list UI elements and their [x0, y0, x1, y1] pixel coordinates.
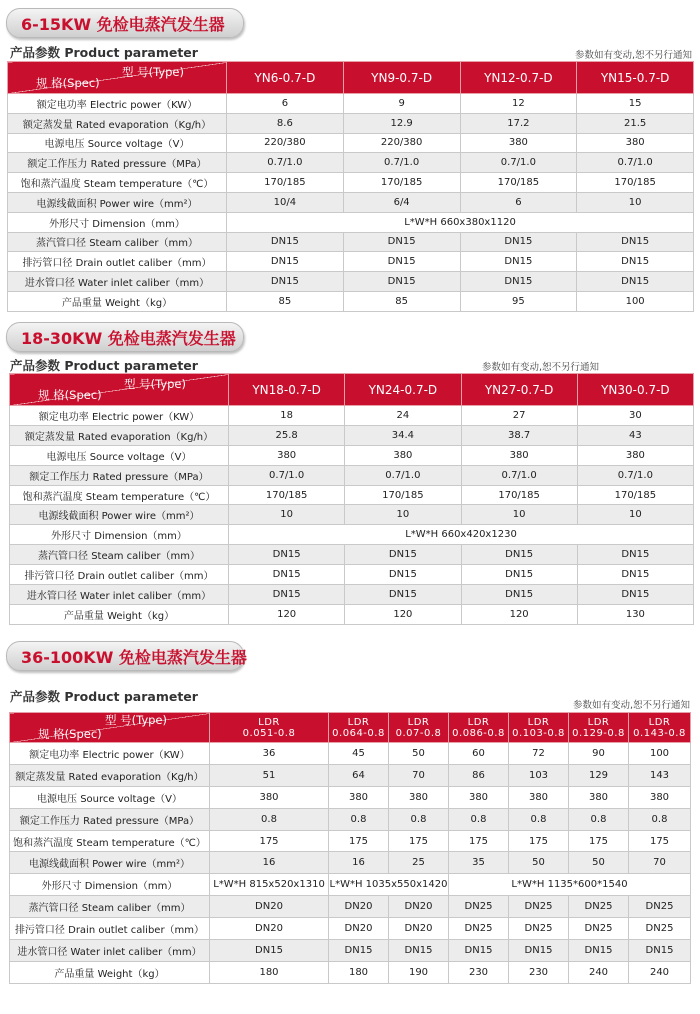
table-cell: 170/185: [460, 173, 577, 193]
table-cell: 240: [569, 961, 629, 983]
table-cell: 25: [389, 852, 449, 874]
model-header: YN27-0.7-D: [461, 374, 577, 406]
spec-table: [7, 61, 694, 312]
table-row: [10, 874, 691, 896]
table-cell: 170/185: [345, 485, 461, 505]
spec-label: 规 格(Spec): [36, 76, 100, 90]
table-row: [10, 808, 691, 830]
row-label: 电源线截面积 Power wire（mm²）: [10, 852, 210, 874]
model-header-line: 0.07-0.8: [395, 727, 442, 739]
table-cell: 170/185: [227, 173, 344, 193]
table-cell: 120: [345, 604, 461, 624]
type-label: 型 号(Type): [121, 65, 184, 79]
model-header-line: LDR: [527, 716, 550, 728]
table-cell: DN15: [577, 565, 693, 585]
table-cell: 10/4: [227, 192, 344, 212]
table-row: [10, 940, 691, 962]
row-label: 外形尺寸 Dimension（mm）: [10, 525, 229, 545]
table-cell: DN15: [577, 545, 693, 565]
model-header-line: 0.129-0.8: [572, 727, 625, 739]
model-header: YN18-0.7-D: [229, 374, 345, 406]
table-cell: DN20: [210, 918, 329, 940]
row-label: 额定电功率 Electric power（KW）: [10, 743, 210, 765]
row-label: 蒸汽管口径 Steam caliber（mm）: [10, 896, 210, 918]
table-cell: DN15: [460, 272, 577, 292]
table-cell: 380: [629, 786, 691, 808]
table-cell: 0.8: [329, 808, 389, 830]
table-cell: 30: [577, 406, 693, 426]
table-cell: DN15: [229, 545, 345, 565]
type-label: 型 号(Type): [104, 713, 167, 727]
table-cell: DN15: [389, 940, 449, 962]
table-cell: 51: [210, 764, 329, 786]
table-cell: 220/380: [343, 133, 460, 153]
table-row: [10, 565, 694, 585]
table-cell: 170/185: [461, 485, 577, 505]
model-header: YN30-0.7-D: [577, 374, 693, 406]
table-cell: DN15: [329, 940, 389, 962]
table-cell: 72: [509, 743, 569, 765]
spec-table: [9, 712, 691, 984]
table-cell: 36: [210, 743, 329, 765]
table-row: [10, 585, 694, 605]
table-row: [10, 485, 694, 505]
table-cell: 0.8: [449, 808, 509, 830]
table-cell: 16: [329, 852, 389, 874]
table-cell: 0.7/1.0: [229, 465, 345, 485]
table-cell: 380: [577, 133, 694, 153]
table-cell: 12.9: [343, 113, 460, 133]
type-spec-corner: [10, 374, 229, 406]
model-header-line: 0.086-0.8: [452, 727, 505, 739]
row-label: 蒸汽管口径 Steam caliber（mm）: [8, 232, 227, 252]
table-row: [8, 252, 694, 272]
table-cell: 90: [569, 743, 629, 765]
banner-title: 18-30KW 免检电蒸汽发生器: [21, 329, 236, 348]
row-label: 外形尺寸 Dimension（mm）: [10, 874, 210, 896]
table-cell: 10: [229, 505, 345, 525]
table-cell: 380: [229, 445, 345, 465]
table-cell: 180: [329, 961, 389, 983]
table-cell: 50: [389, 743, 449, 765]
table-cell: DN15: [577, 272, 694, 292]
table-cell: 0.7/1.0: [461, 465, 577, 485]
row-label: 产品重量 Weight（kg）: [10, 961, 210, 983]
table-cell: DN15: [629, 940, 691, 962]
change-notice: 参数如有变动,恕不另行通知: [572, 700, 690, 711]
table-cell: 0.8: [629, 808, 691, 830]
table-row: [8, 192, 694, 212]
table-cell: 38.7: [461, 425, 577, 445]
table-cell: 12: [460, 94, 577, 114]
row-label: 进水管口径 Water inlet caliber（mm）: [8, 272, 227, 292]
model-header-line: 0.103-0.8: [512, 727, 565, 739]
table-row: [8, 153, 694, 173]
row-label: 额定工作压力 Rated pressure（MPa）: [10, 465, 229, 485]
model-header: [389, 713, 449, 743]
table-cell: 50: [569, 852, 629, 874]
type-label: 型 号(Type): [123, 377, 186, 391]
table-cell: 85: [227, 291, 344, 311]
table-cell: DN15: [343, 272, 460, 292]
table-cell: 380: [460, 133, 577, 153]
table-cell: 175: [449, 830, 509, 852]
table-cell: 10: [577, 505, 693, 525]
table-cell: DN15: [509, 940, 569, 962]
row-label: 额定蒸发量 Rated evaporation（Kg/h）: [10, 425, 229, 445]
table-row: [10, 406, 694, 426]
section-banner: [6, 322, 244, 352]
table-row: [10, 425, 694, 445]
table-cell: 6: [460, 192, 577, 212]
table-cell: 0.8: [509, 808, 569, 830]
table-cell: DN15: [343, 232, 460, 252]
table-cell: 240: [629, 961, 691, 983]
table-cell: 103: [509, 764, 569, 786]
table-cell: 27: [461, 406, 577, 426]
table-cell: 70: [389, 764, 449, 786]
row-label: 饱和蒸汽温度 Steam temperature（℃）: [8, 173, 227, 193]
model-header-line: LDR: [648, 716, 671, 728]
model-header-line: LDR: [407, 716, 430, 728]
table-cell: DN15: [229, 565, 345, 585]
table-cell: 380: [345, 445, 461, 465]
table-cell: 8.6: [227, 113, 344, 133]
table-row: [8, 291, 694, 311]
model-header: [509, 713, 569, 743]
row-label: 产品重量 Weight（kg）: [10, 604, 229, 624]
table-cell: 60: [449, 743, 509, 765]
table-cell: DN25: [509, 918, 569, 940]
table-cell: DN25: [569, 918, 629, 940]
row-label: 排污管口径 Drain outlet caliber（mm）: [8, 252, 227, 272]
table-cell: 6/4: [343, 192, 460, 212]
row-label: 电源电压 Source voltage（V）: [10, 445, 229, 465]
table-row: [8, 113, 694, 133]
table-cell: DN25: [449, 918, 509, 940]
row-label: 额定工作压力 Rated pressure（MPa）: [10, 808, 210, 830]
table-cell: DN15: [227, 252, 344, 272]
table-cell: 9: [343, 94, 460, 114]
header-row: [10, 374, 694, 406]
table-cell: 95: [460, 291, 577, 311]
table-row: [10, 525, 694, 545]
table-cell: 0.7/1.0: [345, 465, 461, 485]
table-cell: DN15: [229, 585, 345, 605]
table-cell: DN15: [345, 545, 461, 565]
model-header-line: LDR: [587, 716, 610, 728]
row-label: 电源电压 Source voltage（V）: [8, 133, 227, 153]
model-header: YN6-0.7-D: [227, 62, 344, 94]
table-cell: DN15: [577, 252, 694, 272]
table-cell: 0.8: [389, 808, 449, 830]
table-cell: 380: [569, 786, 629, 808]
table-cell: 0.7/1.0: [460, 153, 577, 173]
table-cell: 0.7/1.0: [577, 465, 693, 485]
table-cell: DN15: [343, 252, 460, 272]
model-header-line: LDR: [258, 716, 280, 728]
table-cell: DN25: [449, 896, 509, 918]
table-cell: 70: [629, 852, 691, 874]
row-label: 电源电压 Source voltage（V）: [10, 786, 210, 808]
table-cell: 143: [629, 764, 691, 786]
table-cell: 220/380: [227, 133, 344, 153]
table-cell: 64: [329, 764, 389, 786]
table-row: [10, 852, 691, 874]
table-cell: DN20: [329, 896, 389, 918]
model-header-line: 0.143-0.8: [633, 727, 686, 739]
table-cell: 170/185: [577, 485, 693, 505]
table-cell: 130: [577, 604, 693, 624]
table-cell: DN15: [345, 565, 461, 585]
table-cell: 10: [461, 505, 577, 525]
table-cell: DN20: [389, 918, 449, 940]
table-cell: 45: [329, 743, 389, 765]
table-cell: 380: [389, 786, 449, 808]
table-cell: DN20: [329, 918, 389, 940]
table-row: [10, 743, 691, 765]
model-header: [449, 713, 509, 743]
table-cell: 0.7/1.0: [577, 153, 694, 173]
table-cell: 17.2: [460, 113, 577, 133]
table-row: [8, 272, 694, 292]
table-cell: DN15: [577, 232, 694, 252]
table-cell: 380: [329, 786, 389, 808]
table-cell: L*W*H 660x380x1120: [227, 212, 694, 232]
model-header: YN9-0.7-D: [343, 62, 460, 94]
table-cell: 380: [577, 445, 693, 465]
table-cell: 380: [449, 786, 509, 808]
table-cell: DN25: [629, 918, 691, 940]
table-cell: 190: [389, 961, 449, 983]
row-label: 额定工作压力 Rated pressure（MPa）: [8, 153, 227, 173]
table-cell: 180: [210, 961, 329, 983]
table-cell: 10: [577, 192, 694, 212]
table-cell: 25.8: [229, 425, 345, 445]
table-cell: DN15: [461, 545, 577, 565]
table-cell: 43: [577, 425, 693, 445]
table-cell: DN15: [577, 585, 693, 605]
product-parameter-title: 产品参数 Product parameter: [10, 358, 198, 373]
spec-table: [9, 373, 694, 625]
table-cell: 175: [389, 830, 449, 852]
table-cell: 100: [629, 743, 691, 765]
table-cell: 85: [343, 291, 460, 311]
table-cell: 170/185: [229, 485, 345, 505]
table-cell: 230: [449, 961, 509, 983]
table-cell: DN25: [629, 896, 691, 918]
table-row: [10, 505, 694, 525]
table-cell: L*W*H 1035x550x1420: [329, 874, 449, 896]
table-cell: 175: [329, 830, 389, 852]
table-cell: DN20: [210, 896, 329, 918]
table-cell: 170/185: [343, 173, 460, 193]
table-cell: 24: [345, 406, 461, 426]
section-banner: [6, 8, 244, 38]
section-banner: [6, 641, 247, 671]
row-label: 外形尺寸 Dimension（mm）: [8, 212, 227, 232]
table-row: [8, 173, 694, 193]
table-cell: 35: [449, 852, 509, 874]
table-cell: 380: [461, 445, 577, 465]
table-cell: DN15: [227, 232, 344, 252]
model-header: YN24-0.7-D: [345, 374, 461, 406]
row-label: 排污管口径 Drain outlet caliber（mm）: [10, 918, 210, 940]
type-spec-corner: [10, 713, 210, 743]
table-cell: DN15: [227, 272, 344, 292]
table-cell: L*W*H 815x520x1310: [210, 874, 329, 896]
row-label: 产品重量 Weight（kg）: [8, 291, 227, 311]
table-cell: 120: [229, 604, 345, 624]
table-row: [10, 604, 694, 624]
model-header: [210, 713, 329, 743]
table-row: [10, 786, 691, 808]
table-cell: DN15: [460, 232, 577, 252]
table-row: [8, 212, 694, 232]
table-cell: 175: [629, 830, 691, 852]
table-cell: 34.4: [345, 425, 461, 445]
table-cell: 0.7/1.0: [227, 153, 344, 173]
model-header-line: LDR: [467, 716, 490, 728]
table-cell: DN15: [569, 940, 629, 962]
model-header-line: 0.064-0.8: [332, 727, 385, 739]
table-row: [10, 961, 691, 983]
row-label: 额定电功率 Electric power（KW）: [10, 406, 229, 426]
row-label: 进水管口径 Water inlet caliber（mm）: [10, 940, 210, 962]
banner-title: 36-100KW 免检电蒸汽发生器: [21, 648, 247, 667]
table-cell: 0.8: [569, 808, 629, 830]
table-row: [10, 465, 694, 485]
table-cell: L*W*H 1135*600*1540: [449, 874, 691, 896]
table-row: [10, 764, 691, 786]
model-header-line: 0.051-0.8: [242, 727, 296, 739]
table-row: [10, 830, 691, 852]
table-cell: 50: [509, 852, 569, 874]
table-cell: 100: [577, 291, 694, 311]
table-cell: 175: [210, 830, 329, 852]
table-row: [10, 918, 691, 940]
table-cell: 175: [509, 830, 569, 852]
row-label: 电源线截面积 Power wire（mm²）: [8, 192, 227, 212]
table-row: [10, 896, 691, 918]
table-cell: DN15: [345, 585, 461, 605]
row-label: 额定蒸发量 Rated evaporation（Kg/h）: [10, 764, 210, 786]
table-cell: DN25: [569, 896, 629, 918]
model-header: [629, 713, 691, 743]
row-label: 排污管口径 Drain outlet caliber（mm）: [10, 565, 229, 585]
table-cell: DN15: [461, 585, 577, 605]
table-cell: 18: [229, 406, 345, 426]
row-label: 额定蒸发量 Rated evaporation（Kg/h）: [8, 113, 227, 133]
table-cell: 6: [227, 94, 344, 114]
table-cell: 16: [210, 852, 329, 874]
table-row: [10, 545, 694, 565]
table-cell: 10: [345, 505, 461, 525]
table-cell: DN15: [449, 940, 509, 962]
table-cell: 129: [569, 764, 629, 786]
table-cell: 86: [449, 764, 509, 786]
spec-label: 规 格(Spec): [38, 727, 102, 741]
table-cell: DN15: [461, 565, 577, 585]
table-cell: 15: [577, 94, 694, 114]
model-header: [569, 713, 629, 743]
table-row: [8, 232, 694, 252]
table-cell: 230: [509, 961, 569, 983]
change-notice: 参数如有变动,恕不另行通知: [482, 362, 600, 373]
table-cell: L*W*H 660x420x1230: [229, 525, 694, 545]
spec-label: 规 格(Spec): [38, 388, 102, 402]
row-label: 饱和蒸汽温度 Steam temperature（℃）: [10, 485, 229, 505]
row-label: 饱和蒸汽温度 Steam temperature（℃）: [10, 830, 210, 852]
table-cell: 0.7/1.0: [343, 153, 460, 173]
change-notice: 参数如有变动,恕不另行通知: [574, 50, 692, 61]
table-cell: 380: [210, 786, 329, 808]
table-cell: DN15: [460, 252, 577, 272]
table-cell: DN15: [210, 940, 329, 962]
table-cell: 0.8: [210, 808, 329, 830]
header-row: [10, 713, 691, 743]
model-header: YN15-0.7-D: [577, 62, 694, 94]
product-parameter-title: 产品参数 Product parameter: [10, 689, 198, 704]
product-parameter-title: 产品参数 Product parameter: [10, 45, 198, 60]
table-cell: 380: [509, 786, 569, 808]
table-cell: DN25: [509, 896, 569, 918]
type-spec-corner: [8, 62, 227, 94]
table-cell: 21.5: [577, 113, 694, 133]
row-label: 进水管口径 Water inlet caliber（mm）: [10, 585, 229, 605]
table-cell: 175: [569, 830, 629, 852]
row-label: 额定电功率 Electric power（KW）: [8, 94, 227, 114]
table-row: [8, 133, 694, 153]
banner-title: 6-15KW 免检电蒸汽发生器: [21, 15, 225, 34]
model-header: [329, 713, 389, 743]
model-header-line: LDR: [347, 716, 370, 728]
row-label: 蒸汽管口径 Steam caliber（mm）: [10, 545, 229, 565]
header-row: [8, 62, 694, 94]
table-cell: DN20: [389, 896, 449, 918]
table-cell: 120: [461, 604, 577, 624]
table-cell: 170/185: [577, 173, 694, 193]
table-row: [8, 94, 694, 114]
model-header: YN12-0.7-D: [460, 62, 577, 94]
table-row: [10, 445, 694, 465]
row-label: 电源线截面积 Power wire（mm²）: [10, 505, 229, 525]
